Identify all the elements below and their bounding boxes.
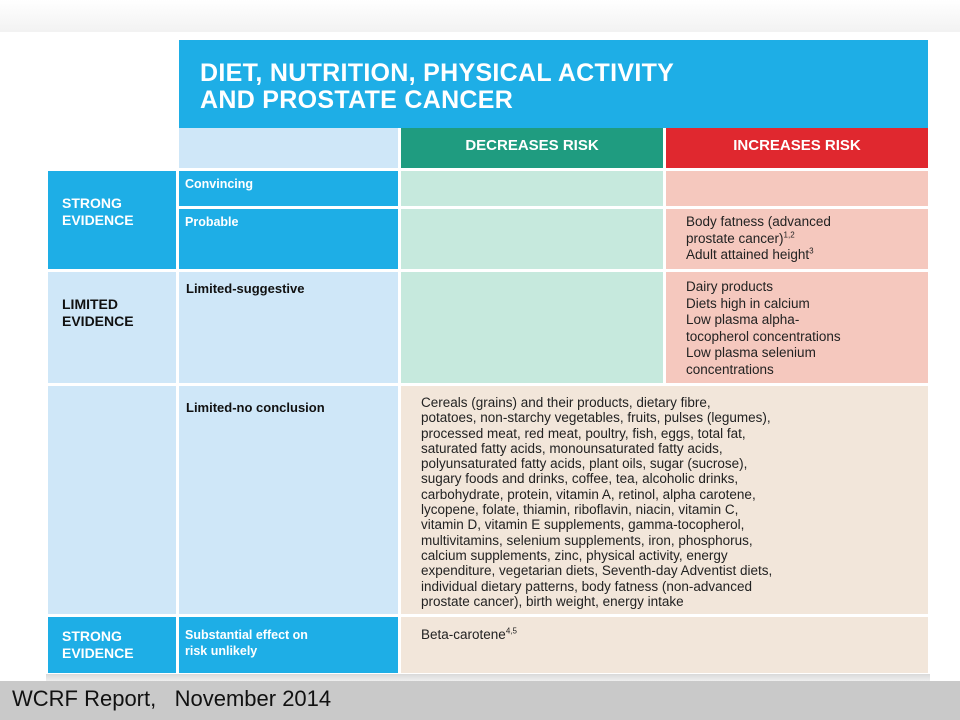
no-conclusion-line: saturated fatty acids, monounsaturated fatty acids,	[421, 440, 723, 456]
footer-date: November 2014	[174, 686, 332, 711]
header-increases-risk: INCREASES RISK	[666, 128, 928, 168]
header-blank-cell	[179, 128, 398, 168]
cell-convincing-decreases	[401, 171, 663, 206]
no-conclusion-line: expenditure, vegetarian diets, Seventh-day Adventist diets,	[421, 563, 773, 579]
cell-suggestive-decreases	[401, 272, 663, 383]
no-conclusion-line: lycopene, folate, thiamin, riboflavin, niacin, vitamin C,	[421, 502, 739, 518]
evidence-strong-unlikely	[48, 617, 176, 673]
evidence-limited-line-2: EVIDENCE	[62, 313, 134, 329]
evidence-blank-cell	[48, 386, 176, 614]
suggestive-item: Low plasma alpha-	[686, 312, 800, 327]
no-conclusion-line: individual dietary patterns, body fatness (non-advanced	[421, 578, 752, 594]
cell-no-conclusion	[401, 386, 928, 614]
suggestive-item: tocopherol concentrations	[686, 328, 841, 344]
footer-source: WCRF Report,	[12, 686, 157, 711]
table-title	[179, 40, 928, 128]
cell-convincing-increases	[666, 171, 928, 206]
title-line-1: DIET, NUTRITION, PHYSICAL ACTIVITY	[200, 59, 675, 87]
no-conclusion-line: polyunsaturated fatty acids, plant oils, sugar (sucrose),	[421, 456, 748, 472]
evidence-strong-line-1: STRONG	[62, 195, 122, 211]
beta-carotene-text: Beta-carotene	[421, 627, 506, 642]
cell-suggestive-increases	[666, 272, 928, 383]
label-substantial-effect-unlikely: Substantial effect on risk unlikely	[179, 617, 398, 673]
no-conclusion-line: multivitamins, selenium supplements, iron, phosphorus,	[421, 532, 753, 548]
header-decreases-risk: DECREASES RISK	[401, 128, 663, 168]
evidence-limited-line-1: LIMITED	[62, 296, 118, 312]
probable-item-adult-height: Adult attained height$^3$	[686, 246, 814, 262]
no-conclusion-line: calcium supplements, zinc, physical activity, energy	[421, 547, 728, 563]
evidence-unlikely-line-2: EVIDENCE	[62, 645, 134, 661]
suggestive-item: Dairy products	[686, 279, 774, 294]
suggestive-item: Diets high in calcium	[686, 295, 810, 311]
no-conclusion-line: prostate cancer), birth weight, energy intake	[421, 593, 684, 609]
evidence-unlikely-line-1: STRONG	[62, 628, 122, 644]
label-convincing: Convincing	[179, 171, 398, 206]
title-line-2: AND PROSTATE CANCER	[200, 86, 514, 114]
no-conclusion-line: processed meat, red meat, poultry, fish, eggs, total fat,	[421, 425, 746, 441]
probable-item-body-fatness: Body fatness (advanced prostate cancer)$^{1,2}$	[686, 214, 831, 246]
footer-caption	[12, 686, 331, 712]
cell-beta-carotene	[401, 617, 928, 673]
beta-carotene-refs: 4,5	[505, 626, 517, 636]
evidence-strong-line-2: EVIDENCE	[62, 212, 134, 228]
suggestive-item: Low plasma selenium	[686, 345, 816, 360]
label-limited-suggestive: Limited-suggestive	[179, 272, 398, 383]
evidence-strong	[48, 171, 176, 269]
label-probable: Probable	[179, 209, 398, 269]
cell-probable-decreases	[401, 209, 663, 269]
no-conclusion-line: vitamin D, vitamin E supplements, gamma-tocopherol,	[421, 517, 745, 533]
no-conclusion-line: sugary foods and drinks, coffee, tea, alcoholic drinks,	[421, 471, 739, 487]
cell-probable-increases	[666, 209, 928, 269]
suggestive-item: concentrations	[686, 361, 774, 377]
evidence-limited	[48, 272, 176, 383]
no-conclusion-line: potatoes, non-starchy vegetables, fruits, pulses (legumes),	[421, 410, 771, 426]
no-conclusion-line: Cereals (grains) and their products, dietary fibre,	[421, 395, 711, 410]
no-conclusion-line: carbohydrate, protein, vitamin A, retinol, alpha carotene,	[421, 486, 756, 502]
top-band	[0, 0, 960, 32]
label-limited-no-conclusion: Limited-no conclusion	[179, 386, 398, 614]
